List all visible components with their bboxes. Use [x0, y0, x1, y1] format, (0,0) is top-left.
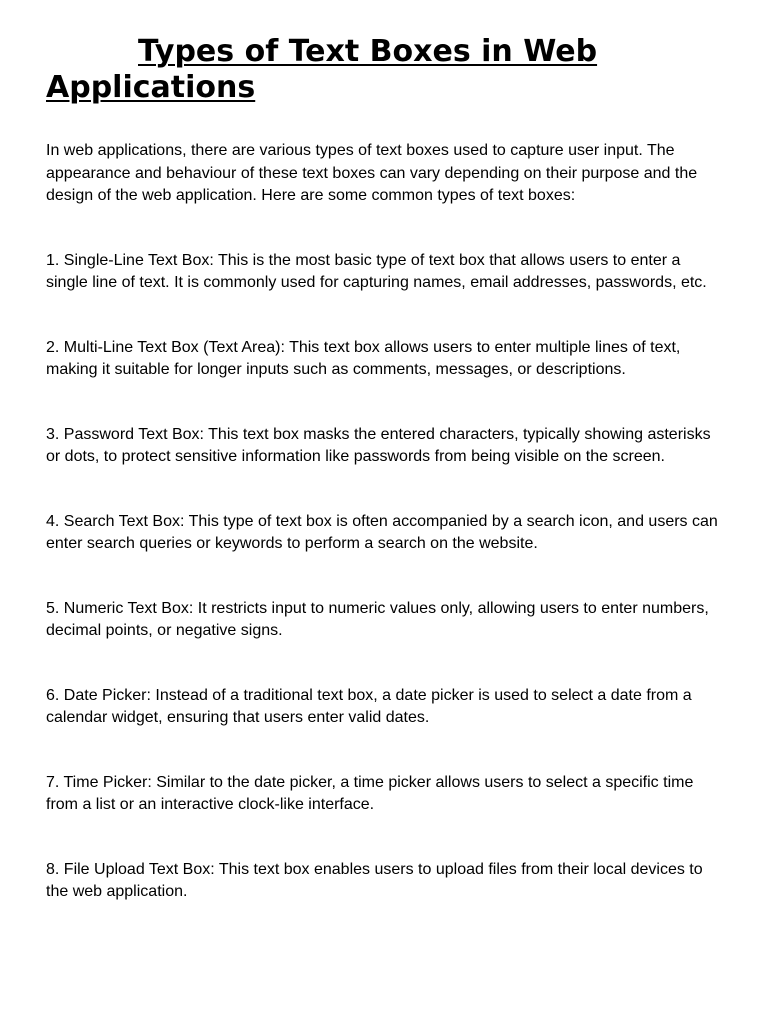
- list-item-date-picker: 6. Date Picker: Instead of a traditional text box, a date picker is used to select a date from a calendar widget, ensuring that users enter valid dates.: [46, 686, 692, 726]
- document-title: [46, 34, 726, 106]
- list-item-multi-line: 2. Multi-Line Text Box (Text Area): This text box allows users to enter multiple lines of text, making it suitable for longer inputs such as comments, messages, or descriptions.: [46, 338, 681, 378]
- list-item-search: 4. Search Text Box: This type of text box is often accompanied by a search icon, and users can enter search queries or keywords to perform a search on the website.: [46, 512, 718, 552]
- list-item-file-upload: 8. File Upload Text Box: This text box enables users to upload files from their local devices to the web application.: [46, 860, 703, 900]
- list-item-password: 3. Password Text Box: This text box masks the entered characters, typically showing asterisks or dots, to protect sensitive information like passwords from being visible on the screen.: [46, 425, 711, 465]
- list-item-single-line: 1. Single-Line Text Box: This is the most basic type of text box that allows users to enter a single line of text. It is commonly used for capturing names, email addresses, passwords, etc.: [46, 251, 707, 291]
- list-item-numeric: 5. Numeric Text Box: It restricts input to numeric values only, allowing users to enter numbers, decimal points, or negative signs.: [46, 599, 709, 639]
- list-item-time-picker: 7. Time Picker: Similar to the date picker, a time picker allows users to select a specific time from a list or an interactive clock-like interface.: [46, 773, 694, 813]
- document-page: [46, 34, 726, 904]
- document-title-text: Types of Text Boxes in Web Applications: [46, 34, 598, 105]
- intro-paragraph: In web applications, there are various types of text boxes used to capture user input. The appearance and behaviour of these text boxes can vary depending on their purpose and the design of the web application. Here are some common types of text boxes:: [46, 142, 698, 204]
